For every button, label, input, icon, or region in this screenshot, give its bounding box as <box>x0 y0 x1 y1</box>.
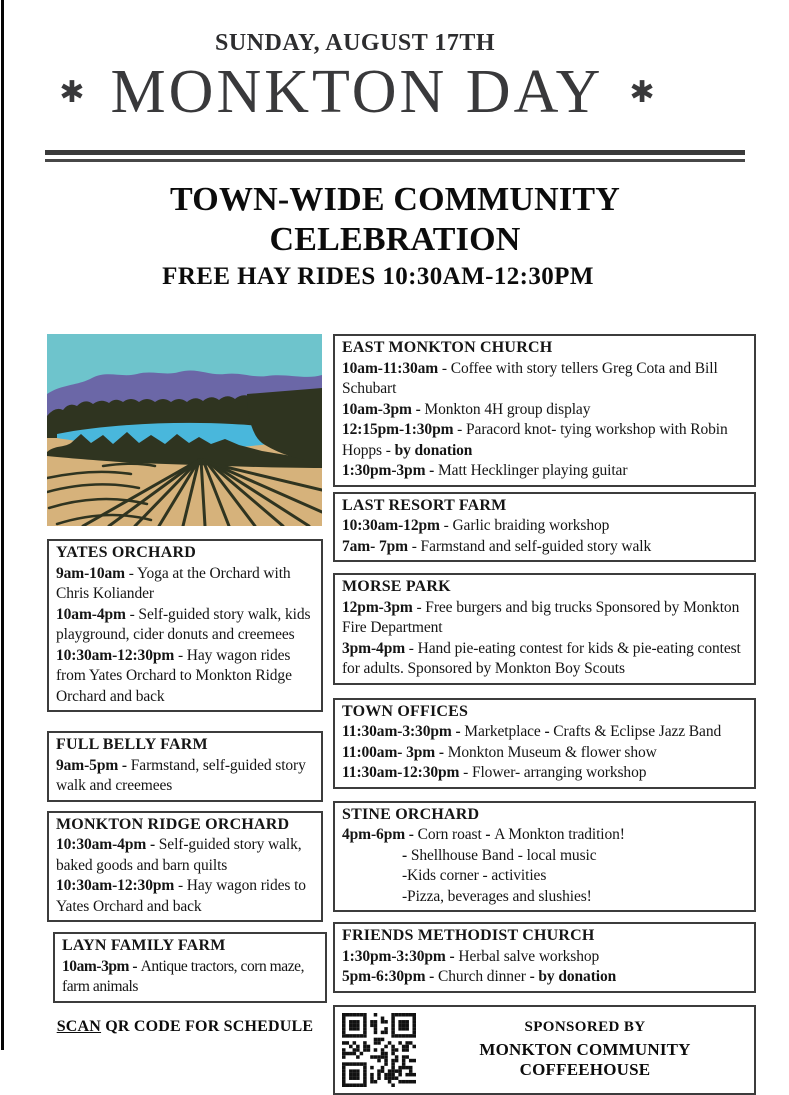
event-title-row <box>45 58 745 142</box>
hay-rides-note: FREE HAY RIDES 10:30AM-12:30PM <box>162 263 594 290</box>
event-line: 4pm-6pm - Corn roast - A Monkton tradition! <box>342 826 625 843</box>
page-edge-line <box>1 0 4 1050</box>
venue-title: YATES ORCHARD <box>56 544 196 561</box>
event-line: 10am-3pm - Monkton 4H group display <box>342 400 591 418</box>
venue-title: MONKTON RIDGE ORCHARD <box>56 815 290 833</box>
venue-title: MORSE PARK <box>342 578 451 595</box>
venue-box-monkton-ridge-orchard <box>47 811 323 923</box>
event-title: MONKTON DAY <box>110 58 604 126</box>
venue-box-east-monkton-church <box>333 334 756 487</box>
event-line: 5pm-6:30pm - Church dinner - by donation <box>342 968 617 985</box>
event-line: 10:30am-12pm - Garlic braiding workshop <box>342 517 610 534</box>
venue-title: FULL BELLY FARM <box>56 736 208 753</box>
event-line: 11:30am-3:30pm - Marketplace - Crafts & Eclipse Jazz Band <box>342 723 722 740</box>
venue-title: LAYN FAMILY FARM <box>62 937 226 954</box>
masthead <box>45 0 745 292</box>
venue-title: FRIENDS METHODIST CHURCH <box>342 927 595 944</box>
asterisk-icon: ✱ <box>59 76 85 109</box>
scan-qr-note <box>47 1018 323 1036</box>
event-line: -Kids corner - activities <box>402 867 547 884</box>
event-line: 9am-5pm - Farmstand, self-guided story walk and creemees <box>56 756 306 794</box>
venue-box-full-belly-farm <box>47 731 323 802</box>
event-line: 10am-11:30am - Coffee with story tellers Greg Cota and Bill Schubart <box>342 359 718 397</box>
event-line: 9am-10am - Yoga at the Orchard with Chris Koliander <box>56 564 291 602</box>
event-line: -Pizza, beverages and slushies! <box>402 887 592 905</box>
venue-box-friends-methodist-church <box>333 922 756 993</box>
right-venue-list <box>333 334 756 993</box>
event-line: 10am-3pm - Antique tractors, corn maze, farm animals <box>62 957 305 995</box>
event-line: 11:00am- 3pm - Monkton Museum & flower show <box>342 743 657 761</box>
event-line: 10am-4pm - Self-guided story walk, kids playground, cider donuts and creemees <box>56 605 311 643</box>
sponsored-by-label: SPONSORED BY <box>524 1019 646 1035</box>
event-line: 10:30am-4pm - Self-guided story walk, baked goods and barn quilts <box>56 836 302 874</box>
event-subtitle: TOWN-WIDE COMMUNITY CELEBRATION <box>170 181 620 258</box>
venue-box-yates-orchard <box>47 539 323 712</box>
event-line: 1:30pm-3:30pm - Herbal salve workshop <box>342 947 600 965</box>
divider-rule-top <box>45 150 745 155</box>
event-date: SUNDAY, AUGUST 17TH <box>214 30 496 56</box>
asterisk-icon: ✱ <box>629 76 655 109</box>
venue-box-stine-orchard <box>333 801 756 913</box>
divider-rule-bottom <box>45 159 745 162</box>
event-line: 10:30am-12:30pm - Hay wagon rides to Yates Orchard and back <box>56 877 306 915</box>
left-venue-list <box>47 539 323 1003</box>
left-column <box>47 334 323 1036</box>
event-line: 12pm-3pm - Free burgers and big trucks Sponsored by Monkton Fire Department <box>342 598 740 636</box>
venue-box-morse-park <box>333 573 756 685</box>
event-line: 11:30am-12:30pm - Flower- arranging workshop <box>342 764 647 781</box>
event-line: 1:30pm-3pm - Matt Hecklinger playing guitar <box>342 462 628 479</box>
farm-landscape-illustration <box>47 334 322 526</box>
right-column <box>333 334 756 1095</box>
venue-title: STINE ORCHARD <box>342 805 480 823</box>
venue-title: EAST MONKTON CHURCH <box>342 339 553 356</box>
event-line: 12:15pm-1:30pm - Paracord knot- tying workshop with Robin Hopps - by donation <box>342 421 728 459</box>
venue-box-layn-family-farm <box>53 932 327 1003</box>
scan-word: SCAN <box>56 1017 102 1035</box>
event-line: - Shellhouse Band - local music <box>402 846 597 864</box>
venue-title: TOWN OFFICES <box>342 702 469 720</box>
content-columns <box>47 334 789 1095</box>
venue-title: LAST RESORT FARM <box>342 496 507 514</box>
event-line: 7am- 7pm - Farmstand and self-guided story walk <box>342 537 652 555</box>
sponsor-name: MONKTON COMMUNITY COFFEEHOUSE <box>479 1040 691 1079</box>
venue-box-last-resort-farm <box>333 492 756 563</box>
venue-box-town-offices <box>333 698 756 789</box>
scan-rest: QR CODE FOR SCHEDULE <box>101 1017 314 1035</box>
event-line: 3pm-4pm - Hand pie-eating contest for kids & pie-eating contest for adults. Sponsored by Monkton Boy Scouts <box>342 639 741 677</box>
event-line: 10:30am-12:30pm - Hay wagon rides from Yates Orchard to Monkton Ridge Orchard and back <box>56 646 292 705</box>
